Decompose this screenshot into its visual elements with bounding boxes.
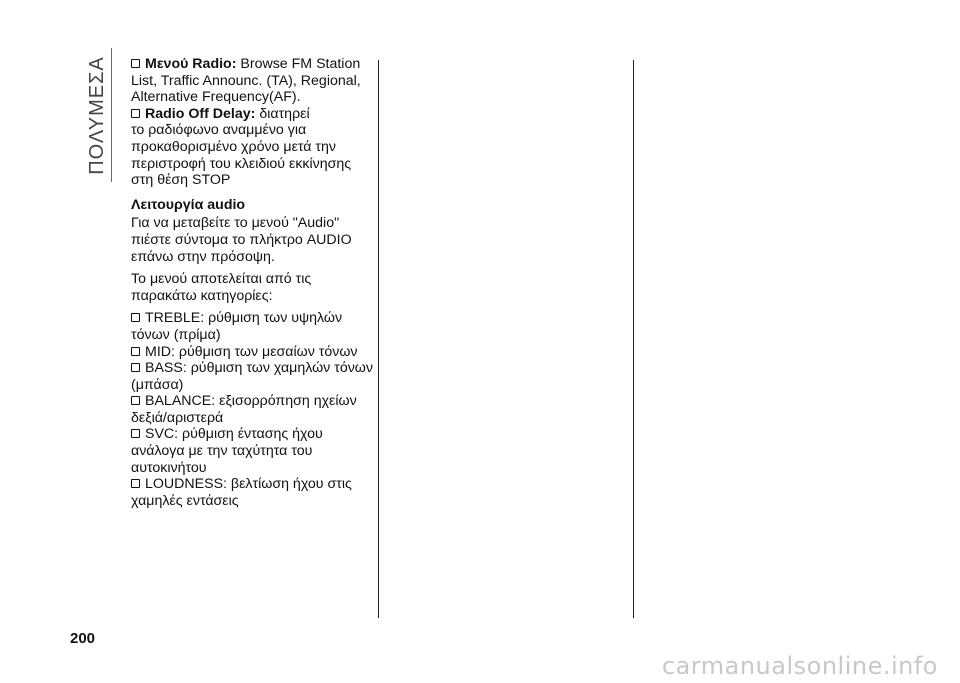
radio-menu-line-3: Alternative Frequency(AF). <box>131 89 301 106</box>
chapter-divider <box>111 48 112 182</box>
radio-off-delay-line-5: στη θέση STOP <box>131 172 231 189</box>
checkbox-icon <box>131 59 140 68</box>
radio-off-delay-item: Radio Off Delay: διατηρεί <box>131 106 375 123</box>
chapter-tab <box>86 52 108 178</box>
section-heading: Λειτουργία audio <box>131 196 246 213</box>
checkbox-icon <box>131 347 140 356</box>
column-divider <box>378 60 379 618</box>
list-item-svc: SVC: ρύθμιση έντασης ήχου <box>131 426 375 443</box>
list-item-treble: TREBLE: ρύθμιση των υψηλών <box>131 310 375 327</box>
audio-para2-line-2: παρακάτω κατηγορίες: <box>131 287 273 304</box>
audio-para1-line-1: Για να μεταβείτε το μενού "Audio" <box>131 215 340 232</box>
list-item-bass: BASS: ρύθμιση των χαμηλών τόνων <box>131 360 375 377</box>
audio-para1-line-2: πιέστε σύντομα το πλήκτρο AUDIO <box>131 231 352 248</box>
checkbox-icon <box>131 479 140 488</box>
list-item-balance: BALANCE: εξισορρόπηση ηχείων <box>131 393 375 410</box>
list-item-balance-line-2: δεξιά/αριστερά <box>131 409 224 426</box>
watermark: carmanualsonline.info <box>661 652 938 680</box>
list-item-treble-line-2: τόνων (πρίμα) <box>131 326 221 343</box>
list-item-loudness-line-2: χαμηλές εντάσεις <box>131 492 239 509</box>
audio-para2-line-1: Το μενού αποτελείται από τις <box>131 271 312 288</box>
checkbox-icon <box>131 396 140 405</box>
list-item-svc-line-3: αυτοκινήτου <box>131 459 207 476</box>
radio-off-delay-label: Radio Off Delay: <box>145 105 256 122</box>
checkbox-icon <box>131 109 140 118</box>
column-divider <box>633 60 634 618</box>
radio-off-delay-line-4: περιστροφή του κλειδιού εκκίνησης <box>131 155 352 172</box>
list-item-bass-line-2: (μπάσα) <box>131 376 184 393</box>
radio-menu-line-2: List, Traffic Announc. (TA), Regional, <box>131 72 361 89</box>
chapter-title: ΠΟΛΥΜΕΣΑ <box>85 55 108 175</box>
checkbox-icon <box>131 313 140 322</box>
content-column <box>131 56 375 509</box>
radio-off-delay-line-3: προκαθορισμένο χρόνο μετά την <box>131 138 337 155</box>
list-item-svc-line-2: ανάλογα με την ταχύτητα του <box>131 443 313 460</box>
list-item-mid: MID: ρύθμιση των μεσαίων τόνων <box>131 344 375 361</box>
page-number: 200 <box>70 630 96 647</box>
audio-para1-line-3: επάνω στην πρόσοψη. <box>131 248 275 265</box>
checkbox-icon <box>131 363 140 372</box>
radio-menu-label: Μενού Radio: <box>145 56 237 72</box>
checkbox-icon <box>131 429 140 438</box>
radio-off-delay-line-2: το ραδιόφωνο αναμμένο για <box>131 122 307 139</box>
list-item-loudness: LOUDNESS: βελτίωση ήχου στις <box>131 476 375 493</box>
radio-menu-item: Μενού Radio: Browse FM Station <box>131 56 375 73</box>
